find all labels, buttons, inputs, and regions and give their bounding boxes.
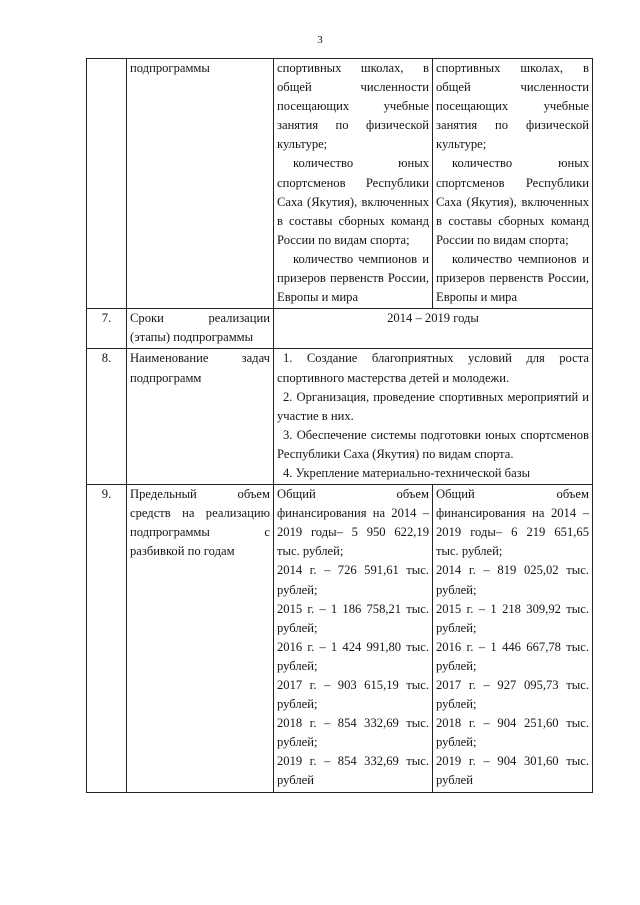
funding-total: Общий объем финансирования на 2014 – 2019 годы– 5 950 622,19 тыс. рублей; — [277, 487, 429, 559]
funding-year: 2014 г. – 726 591,61 тыс. рублей; — [277, 563, 429, 597]
row-number: 9. — [87, 485, 127, 793]
task-item: 4. Укрепление материально-технической базы — [283, 465, 531, 480]
tasks-cell — [274, 349, 593, 485]
funding-column-a — [274, 485, 433, 793]
indicator-text: количество юных спортсменов Республики Саха (Якутия), включенных в составы сборных команд России по видам спорта; — [277, 156, 429, 247]
funding-year: 2019 г. – 854 332,69 тыс. рублей — [277, 754, 429, 788]
funding-total: Общий объем финансирования на 2014 – 2019 годы– 6 219 651,65 тыс. рублей; — [436, 487, 589, 559]
row-name: Предельный объем средств на реализацию подпрограммы с разбивкой по годам — [127, 485, 274, 793]
row-name: Наименование задач подпрограмм — [127, 349, 274, 485]
table-row-8 — [87, 349, 593, 485]
table-row-9 — [87, 485, 593, 793]
task-item: 3. Обеспечение системы подготовки юных спортсменов Республики Саха (Якутия) по видам спорта. — [277, 427, 589, 461]
funding-year: 2015 г. – 1 218 309,92 тыс. рублей; — [436, 601, 589, 635]
row-name-cell: подпрограммы — [127, 59, 274, 309]
table-row-continuation — [87, 59, 593, 309]
row-number: 8. — [87, 349, 127, 485]
row-number: 7. — [87, 309, 127, 349]
table-row-7 — [87, 309, 593, 349]
funding-year: 2015 г. – 1 186 758,21 тыс. рублей; — [277, 601, 429, 635]
indicator-text: спортивных школах, в общей численности посещающих учебные занятия по физической культуре; — [277, 61, 429, 152]
indicator-column-b — [433, 59, 593, 309]
funding-column-b — [433, 485, 593, 793]
row-name: Сроки реализации (этапы) подпрограммы — [127, 309, 274, 349]
indicator-text: количество чемпионов и призеров первенств России, Европы и мира — [277, 251, 429, 305]
subprogram-passport-table — [86, 58, 593, 793]
funding-year: 2019 г. – 904 301,60 тыс. рублей — [436, 754, 589, 788]
indicator-text: количество юных спортсменов Республики Саха (Якутия), включенных в составы сборных команд России по видам спорта; — [436, 156, 589, 247]
task-item: 1. Создание благоприятных условий для роста спортивного мастерства детей и молодежи. — [277, 351, 589, 385]
funding-year: 2017 г. – 927 095,73 тыс. рублей; — [436, 678, 589, 712]
task-item: 2. Организация, проведение спортивных мероприятий и участие в них. — [277, 389, 589, 423]
indicator-column-a — [274, 59, 433, 309]
funding-year: 2018 г. – 854 332,69 тыс. рублей; — [277, 716, 429, 750]
funding-year: 2016 г. – 1 424 991,80 тыс. рублей; — [277, 639, 429, 673]
row-number-cell — [87, 59, 127, 309]
funding-year: 2014 г. – 819 025,02 тыс. рублей; — [436, 563, 589, 597]
page-number: 3 — [317, 34, 323, 46]
implementation-period: 2014 – 2019 годы — [274, 309, 593, 349]
funding-year: 2016 г. – 1 446 667,78 тыс. рублей; — [436, 639, 589, 673]
indicator-text: спортивных школах, в общей численности посещающих учебные занятия по физической культуре; — [436, 61, 589, 152]
indicator-text: количество чемпионов и призеров первенств России, Европы и мира — [436, 251, 589, 305]
funding-year: 2017 г. – 903 615,19 тыс. рублей; — [277, 678, 429, 712]
funding-year: 2018 г. – 904 251,60 тыс. рублей; — [436, 716, 589, 750]
